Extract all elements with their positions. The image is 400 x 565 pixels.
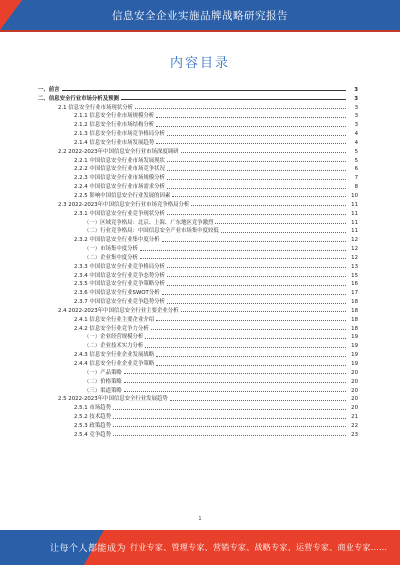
toc-entry-page: 20: [351, 378, 358, 385]
toc-entry[interactable]: [38, 296, 358, 305]
toc-leader-dots: [162, 240, 346, 242]
toc-entry-title: （二）价格策略: [84, 378, 122, 385]
toc-entry[interactable]: [38, 172, 358, 181]
toc-entry-page: 4: [354, 131, 358, 138]
toc-entry[interactable]: [38, 261, 358, 270]
toc-entry-page: 20: [351, 396, 358, 403]
toc-entry-page: 18: [351, 299, 358, 306]
toc-entry-page: 12: [351, 237, 358, 244]
toc-entry-page: 23: [351, 431, 358, 438]
toc-entry[interactable]: [38, 332, 358, 341]
toc-entry[interactable]: [38, 199, 358, 208]
toc-leader-dots: [181, 310, 346, 312]
toc-leader-dots: [145, 346, 346, 348]
toc-entry-title: 2.3.4 中国信息安全行业竞争态势分析: [74, 272, 165, 279]
toc-entry[interactable]: [38, 226, 358, 235]
toc-entry-title: 2.2 2022-2023年中国信息安全行业市场深度调研: [58, 148, 179, 155]
toc-entry-title: （三）渠道策略: [84, 387, 122, 394]
toc-leader-dots: [151, 328, 346, 330]
toc-entry[interactable]: [38, 155, 358, 164]
toc-entry[interactable]: [38, 394, 358, 403]
toc-entry[interactable]: [38, 252, 358, 261]
toc-entry-title: 2.5.4 竞争趋势: [74, 431, 111, 438]
toc-entry-title: 2.3.6 中国信息安全行业SWOT分析: [74, 290, 160, 297]
toc-entry[interactable]: [38, 385, 358, 394]
toc-leader-dots: [172, 195, 346, 197]
toc-entry-title: 2.3.7 中国信息安全行业竞争趋势分析: [74, 299, 165, 306]
toc-leader-dots: [167, 178, 346, 180]
toc-entry-page: 18: [351, 325, 358, 332]
toc-entry[interactable]: [38, 340, 358, 349]
toc-entry[interactable]: [38, 305, 358, 314]
toc-entry-title: 2.4.3 信息安全行业企业发展战略: [74, 352, 155, 359]
toc-entry-title: 2.4.1 信息安全行业主要企业介绍: [74, 316, 155, 323]
toc-entry-page: 3: [354, 86, 358, 93]
toc-entry[interactable]: [38, 119, 358, 128]
toc-leader-dots: [140, 249, 346, 251]
header-banner: [0, 0, 400, 30]
toc-entry-title: （二）企业技术实力分析: [84, 343, 144, 350]
toc-entry-page: 19: [351, 334, 358, 341]
footer-tagline: 行业专家、管理专家、营销专家、战略专家、运营专家、商业专家……: [130, 543, 388, 552]
toc-entry-page: 15: [351, 272, 358, 279]
toc-leader-dots: [113, 408, 346, 410]
toc-leader-dots: [156, 319, 346, 321]
toc-entry-title: 2.1 信息安全行业市场现状分析: [58, 104, 133, 111]
toc-entry-page: 18: [351, 316, 358, 323]
toc-entry-page: 5: [354, 157, 358, 164]
toc-leader-dots: [156, 142, 346, 144]
toc-leader-dots: [145, 337, 346, 339]
toc-entry-title: 2.4 2022-2023年中国信息安全行业主要企业分析: [58, 307, 179, 314]
toc-leader-dots: [124, 381, 346, 383]
toc-leader-dots: [191, 204, 346, 206]
toc-leader-dots: [167, 302, 346, 304]
toc-heading: 内容目录: [169, 56, 230, 71]
toc-entry[interactable]: [38, 376, 358, 385]
toc-entry-page: 19: [351, 352, 358, 359]
toc-entry-title: 2.4.4 信息安全行业企业竞争策略: [74, 361, 155, 367]
toc-entry[interactable]: [38, 270, 358, 279]
toc-leader-dots: [167, 134, 346, 136]
toc-entry-title: 2.5.3 政策趋势: [74, 422, 111, 429]
toc-leader-dots: [170, 399, 346, 401]
toc-entry[interactable]: [38, 234, 358, 243]
toc-leader-dots: [221, 231, 346, 233]
toc-entry[interactable]: [38, 243, 358, 252]
toc-entry-page: 18: [351, 307, 358, 314]
toc-entry-page: 20: [351, 405, 358, 412]
table-of-contents: [38, 84, 358, 438]
toc-entry[interactable]: [38, 323, 358, 332]
toc-leader-dots: [135, 107, 346, 109]
toc-leader-dots: [167, 160, 346, 162]
toc-leader-dots: [124, 372, 346, 374]
report-title: 信息安全企业实施品牌战略研究报告: [112, 10, 288, 22]
toc-entry[interactable]: [38, 93, 358, 102]
toc-entry[interactable]: [38, 279, 358, 288]
toc-entry-page: 11: [351, 219, 358, 226]
toc-entry[interactable]: [38, 367, 358, 376]
toc-entry-title: 2.3.3 中国信息安全行业竞争格局分析: [74, 263, 165, 270]
toc-entry-title: 2.2.3 中国信息安全行业市场规模分析: [74, 175, 165, 182]
toc-entry-page: 3: [354, 113, 358, 120]
toc-entry-page: 7: [354, 175, 358, 182]
toc-entry-title: （二）企业集中度分析: [84, 254, 138, 261]
toc-leader-dots: [167, 284, 346, 286]
footer-banner: [0, 530, 400, 565]
toc-entry-title: 2.2.1 中国信息安全行业市场发展现状: [74, 157, 165, 164]
toc-entry-title: 2.3.2 中国信息安全行业集中度分析: [74, 237, 160, 244]
toc-leader-dots: [167, 169, 346, 171]
toc-leader-dots: [140, 257, 346, 259]
toc-leader-dots: [121, 98, 346, 100]
toc-leader-dots: [113, 417, 346, 419]
toc-entry[interactable]: [38, 314, 358, 323]
toc-entry-title: 2.3.5 中国信息安全行业竞争策略分析: [74, 281, 165, 288]
toc-entry-title: 2.1.1 信息安全行业市场规模分析: [74, 113, 155, 120]
toc-entry[interactable]: [38, 190, 358, 199]
toc-entry-page: 20: [351, 369, 358, 376]
toc-leader-dots: [167, 187, 346, 189]
toc-entry[interactable]: [38, 217, 358, 226]
toc-entry[interactable]: [38, 128, 358, 137]
toc-entry-page: 12: [351, 254, 358, 261]
toc-entry[interactable]: [38, 208, 358, 217]
toc-entry-title: 2.1.4 信息安全行业市场发展趋势: [74, 139, 155, 146]
toc-entry-page: 11: [351, 201, 358, 208]
toc-entry-title: 2.3 2022-2023年中国信息安全行业市场竞争格局分析: [58, 201, 190, 208]
toc-entry-title: 2.1.2 信息安全行业市场结构分析: [74, 122, 155, 129]
toc-entry-page: 3: [354, 104, 358, 111]
toc-entry-page: 8: [354, 184, 358, 191]
toc-entry-title: 一、前言: [38, 86, 60, 93]
toc-entry[interactable]: [38, 137, 358, 146]
toc-entry-page: 5: [354, 148, 358, 155]
toc-entry-page: 3: [354, 122, 358, 129]
toc-entry[interactable]: [38, 420, 358, 429]
toc-entry-title: （一）区域竞争格局：北京、上海、广东地区竞争激烈: [84, 219, 214, 226]
toc-leader-dots: [167, 213, 346, 215]
toc-entry-page: 20: [351, 387, 358, 394]
toc-entry-page: 19: [351, 361, 358, 367]
toc-entry-title: 2.2.4 中国信息安全行业市场需求分析: [74, 184, 165, 191]
toc-entry-title: 2.5 2022-2023年中国信息安全行业发展趋势: [58, 396, 168, 403]
toc-entry[interactable]: [38, 349, 358, 358]
toc-entry-page: 19: [351, 343, 358, 350]
toc-leader-dots: [156, 116, 346, 118]
toc-entry-title: 2.2.2 中国信息安全行业市场竞争状况: [74, 166, 165, 173]
toc-entry-title: 2.5.1 市场趋势: [74, 405, 111, 412]
toc-entry-page: 10: [351, 192, 358, 199]
toc-entry[interactable]: [38, 402, 358, 411]
toc-entry[interactable]: [38, 111, 358, 120]
footer-slogan: 让每个人都能成为: [50, 544, 127, 554]
toc-entry-title: （一）企业经营规模分析: [84, 334, 144, 341]
toc-leader-dots: [113, 434, 346, 436]
toc-entry-title: 2.3.1 中国信息安全行业竞争现状分析: [74, 210, 165, 217]
toc-entry-title: （二）行业竞争格局：中国信息安全产业市场集中度较低: [84, 228, 219, 235]
toc-entry[interactable]: [38, 84, 358, 93]
toc-entry-page: 4: [354, 139, 358, 146]
toc-entry-page: 3: [354, 95, 358, 102]
toc-entry-title: （一）产品策略: [84, 369, 122, 376]
toc-leader-dots: [167, 266, 346, 268]
toc-leader-dots: [156, 125, 346, 127]
toc-leader-dots: [162, 293, 346, 295]
toc-entry-title: 2.4.2 信息安全行业竞争力分析: [74, 325, 149, 332]
toc-entry-page: 22: [351, 422, 358, 429]
toc-entry-title: 2.1.3 信息安全行业市场竞争格局分析: [74, 131, 165, 138]
toc-leader-dots: [113, 425, 346, 427]
toc-entry[interactable]: [38, 287, 358, 296]
toc-leader-dots: [124, 390, 346, 392]
toc-entry-title: 2.2.5 影响中国信息安全行业发展的因素: [74, 192, 171, 199]
toc-leader-dots: [167, 275, 346, 277]
toc-entry-title: 2.5.2 技术趋势: [74, 414, 111, 421]
toc-entry[interactable]: [38, 411, 358, 420]
toc-leader-dots: [156, 364, 346, 366]
toc-leader-dots: [215, 222, 346, 224]
toc-leader-dots: [62, 89, 346, 91]
toc-entry[interactable]: [38, 181, 358, 190]
toc-entry-page: 6: [354, 166, 358, 173]
toc-entry[interactable]: [38, 164, 358, 173]
toc-entry-page: 13: [351, 263, 358, 270]
toc-entry-page: 12: [351, 246, 358, 253]
toc-leader-dots: [181, 151, 346, 153]
toc-entry[interactable]: [38, 429, 358, 438]
header-divider: [0, 30, 400, 32]
toc-entry-page: 11: [351, 210, 358, 217]
toc-entry[interactable]: [38, 358, 358, 367]
toc-entry-page: 17: [351, 290, 358, 297]
toc-entry[interactable]: [38, 102, 358, 111]
toc-entry-page: 21: [351, 414, 358, 421]
toc-leader-dots: [156, 355, 346, 357]
page-number: 1: [198, 516, 202, 522]
toc-entry-page: 16: [351, 281, 358, 288]
toc-entry-title: 二、信息安全行业市场分析及预测: [38, 95, 119, 102]
toc-entry[interactable]: [38, 146, 358, 155]
toc-entry-title: （一）市场集中度分析: [84, 246, 138, 253]
toc-entry-page: 11: [351, 228, 358, 235]
